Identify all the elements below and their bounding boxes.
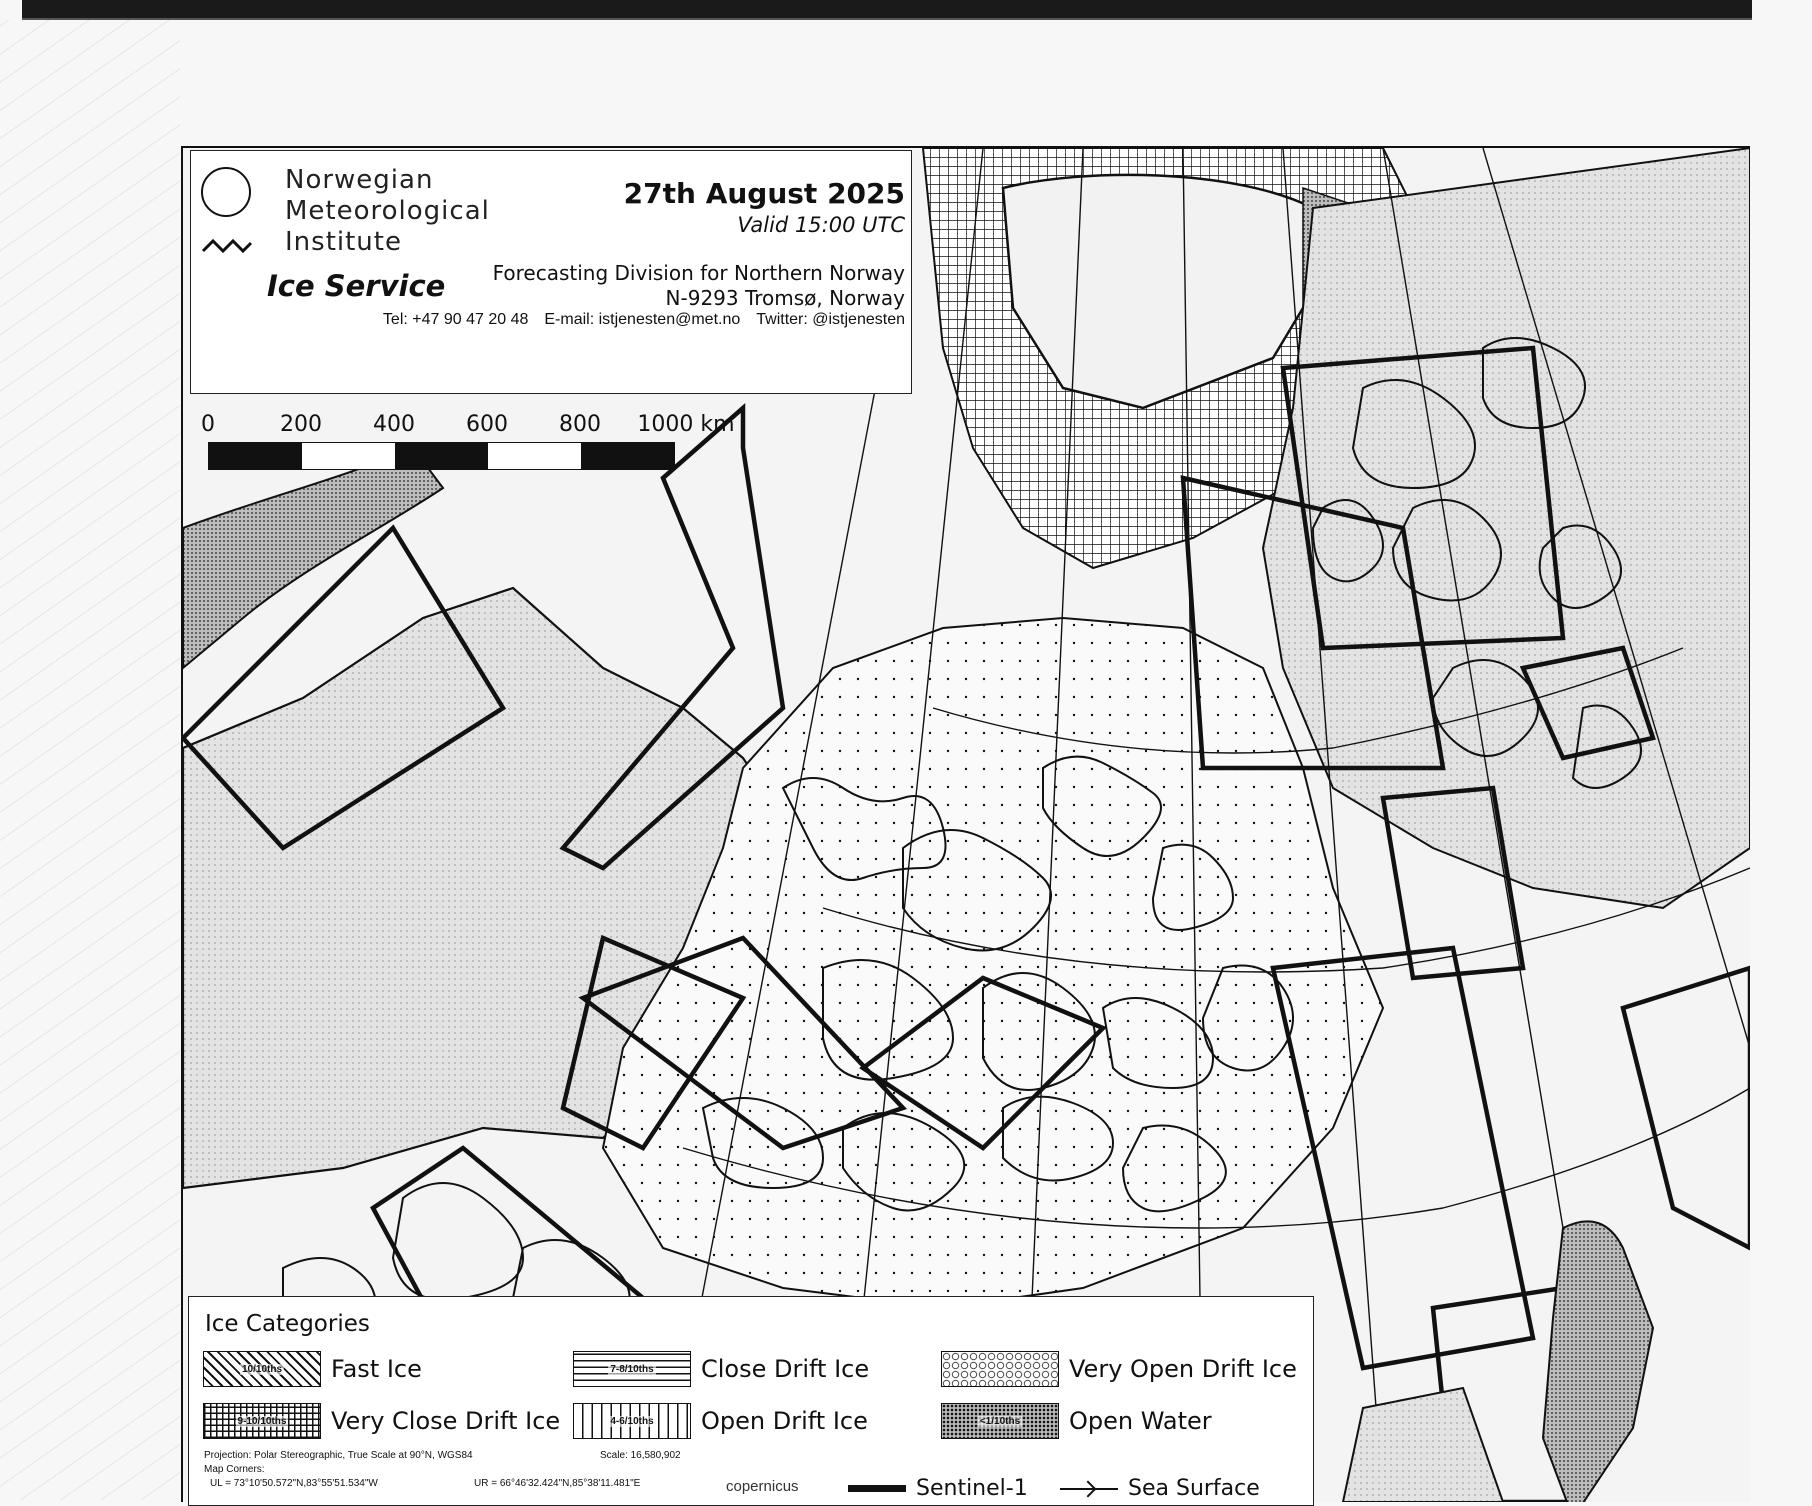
contact-line [383,311,905,329]
address: N-9293 Tromsø, Norway [665,286,905,310]
twitter-link[interactable]: Twitter: @istjenesten [756,311,905,328]
legend-label: Open Water [1069,1407,1212,1435]
scale-segment [581,443,674,469]
legend-item-open-water [941,1403,1212,1439]
legend-item-very-open-drift-ice [941,1351,1297,1387]
legend-label: Very Open Drift Ice [1069,1355,1297,1383]
legend-label: Open Drift Ice [701,1407,868,1435]
legend-item-fast-ice [203,1351,422,1387]
scale-bar [208,442,675,470]
legend-title: Ice Categories [205,1311,370,1337]
header-panel [190,150,912,394]
met-logo-wave-icon [201,237,253,255]
upper-left-corner: UL = 73°10'50.572"N,83°55'51.534"W [210,1478,378,1489]
fast-ice-swatch [203,1351,321,1387]
scale-label-400: 400 [373,412,415,437]
swatch-label: <1/10ths [979,1415,1021,1427]
swatch-label: 9-10/10ths [237,1415,287,1427]
source-sea-surface [1060,1476,1260,1501]
org-name-line2: Meteorological [285,196,490,226]
projection-text: Projection: Polar Stereographic, True Scale at 90°N, WGS84 [204,1450,473,1461]
map-corners-title: Map Corners: [204,1464,265,1475]
page-margin-pattern [0,20,180,1500]
legend-label: Close Drift Ice [701,1355,870,1383]
legend-item-close-drift-ice [573,1351,869,1387]
org-name-line1: Norwegian [285,165,434,195]
top-border-bar [22,0,1752,20]
division-name: Forecasting Division for Northern Norway [492,261,905,285]
telephone: Tel: +47 90 47 20 48 [382,311,529,328]
scale-label-0: 0 [201,412,215,437]
org-name-line3: Institute [285,227,402,257]
source-label: Sea Surface [1128,1476,1260,1501]
scale-label-200: 200 [280,412,322,437]
legend-item-open-drift-ice [573,1403,868,1439]
open-drift-ice-swatch [573,1403,691,1439]
open-water-swatch [941,1403,1059,1439]
met-logo-circle-icon [201,167,251,217]
chart-date: 27th August 2025 [623,177,905,210]
service-name: Ice Service [267,269,446,303]
swatch-label: 7-8/10ths [610,1363,654,1375]
source-sentinel-1 [848,1476,1028,1501]
scale-label-800: 800 [559,412,601,437]
sea-surface-line-icon [1060,1488,1118,1490]
source-label: Sentinel-1 [916,1476,1028,1501]
close-drift-ice-swatch [573,1351,691,1387]
valid-time: Valid 15:00 UTC [737,213,905,237]
scale-label-600: 600 [466,412,508,437]
very-close-drift-ice-swatch [203,1403,321,1439]
scale-text: Scale: 16,580,902 [600,1450,681,1461]
very-open-drift-ice-swatch [941,1351,1059,1387]
swatch-label: 4-6/10ths [610,1415,654,1427]
email-link[interactable]: E-mail: istjenesten@met.no [544,311,741,328]
swatch-label: 10/10ths [241,1363,283,1375]
legend-label: Fast Ice [331,1355,422,1383]
scale-segment [209,443,302,469]
legend-label: Very Close Drift Ice [331,1407,561,1435]
sentinel-line-icon [848,1485,906,1492]
upper-right-corner: UR = 66°46'32.424"N,85°38'11.481"E [474,1478,641,1489]
scale-segment [488,443,581,469]
copernicus-logo: copernicus [726,1478,799,1495]
legend-panel [188,1296,1314,1506]
scale-label-1000: 1000 km [637,412,735,437]
legend-item-very-close-drift-ice [203,1403,560,1439]
scale-segment [395,443,488,469]
scale-segment [302,443,395,469]
